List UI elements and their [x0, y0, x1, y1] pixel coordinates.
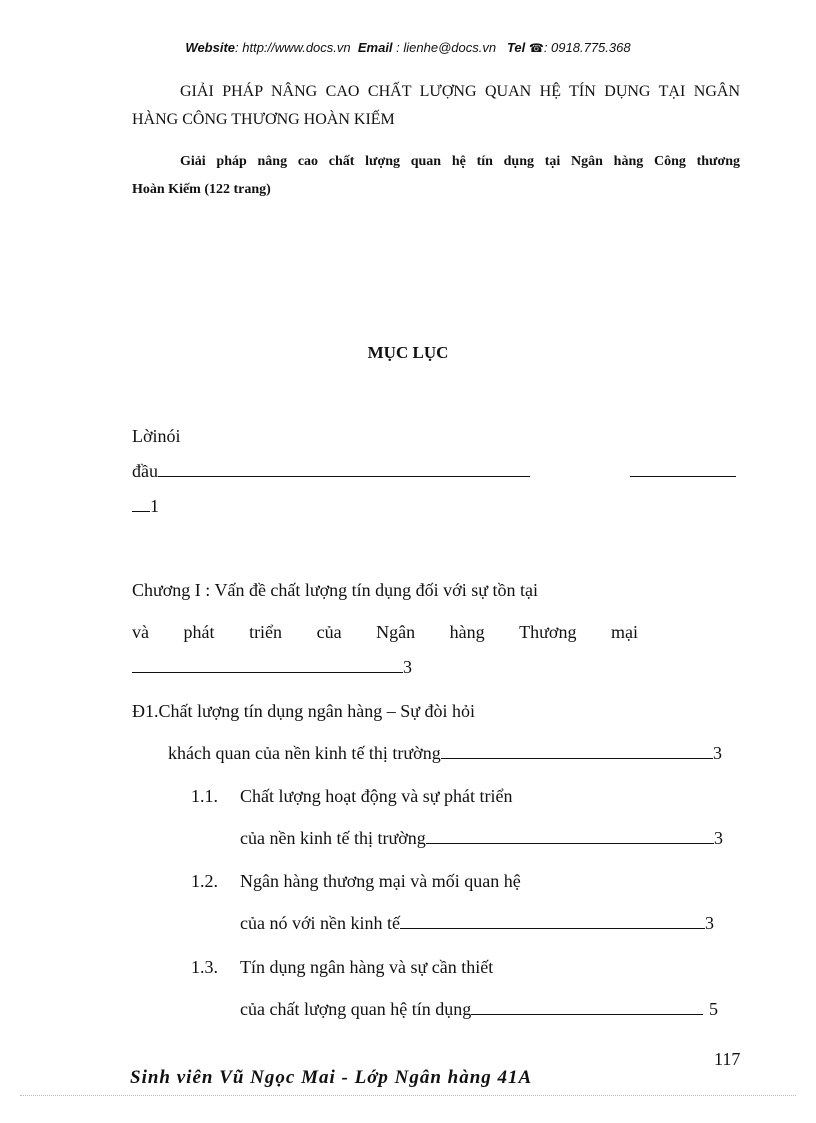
- toc-item-line2: [240, 828, 723, 849]
- toc-word: Ngân: [376, 622, 416, 642]
- footer-author-line: Sinh viên Vũ Ngọc Mai - Lớp Ngân hàng 41A: [130, 1067, 533, 1087]
- website-value: : http://www.docs.vn: [235, 40, 351, 55]
- toc-heading: MỤC LỤC: [367, 343, 449, 362]
- toc-leader: [441, 758, 713, 759]
- website-label: Website: [185, 40, 236, 55]
- toc-chapter1-page-line: [132, 657, 412, 678]
- toc-item-line1: Chất lượng hoạt động và sự phát triển: [240, 786, 513, 806]
- toc-chapter1-line1: Chương I : Vấn đề chất lượng tín dụng đối với sự tồn tại: [132, 580, 538, 600]
- toc-item-number: 1.1.: [191, 786, 218, 806]
- toc-item-page: 3: [714, 828, 723, 848]
- toc-word: mại: [610, 622, 638, 642]
- phone-icon: ☎: [528, 41, 544, 55]
- email-value: : lienhe@docs.vn: [396, 40, 497, 55]
- toc-word: triển: [249, 622, 283, 642]
- tel-value: : 0918.775.368: [543, 40, 631, 55]
- toc-item-line2: [240, 999, 718, 1020]
- subtitle-line-1: Giải pháp nâng cao chất lượng quan hệ tín dụng tại Ngân hàng Công thương: [180, 154, 740, 169]
- toc-item-page: 3: [705, 913, 714, 933]
- toc-intro-word1: Lờinói: [132, 426, 181, 446]
- toc-chapter1-line2: [132, 622, 638, 643]
- toc-leader: [471, 1014, 703, 1015]
- toc-leader: [426, 843, 714, 844]
- toc-item-page: 5: [709, 999, 718, 1019]
- toc-leader: [158, 476, 530, 477]
- toc-leader: [132, 511, 150, 512]
- toc-word: và: [132, 622, 149, 642]
- toc-leader: [400, 928, 705, 929]
- page-bottom-divider: [20, 1095, 796, 1096]
- toc-leader: [132, 672, 403, 673]
- toc-section1-page: 3: [713, 743, 722, 763]
- toc-intro-page-line: [132, 496, 159, 517]
- toc-word: phát: [183, 622, 215, 642]
- toc-chapter1-page: 3: [403, 657, 412, 677]
- toc-item-text: của nền kinh tế thị trường: [240, 828, 426, 848]
- toc-item-text: của nó với nền kinh tế: [240, 913, 400, 933]
- document-header: [0, 40, 816, 55]
- subtitle-line-2: Hoàn Kiếm (122 trang): [132, 182, 271, 197]
- toc-section1-text: khách quan của nền kinh tế thị trường: [168, 743, 441, 763]
- document-title: [132, 78, 740, 134]
- toc-word: hàng: [449, 622, 485, 642]
- toc-word: của: [316, 622, 342, 642]
- toc-item-text: của chất lượng quan hệ tín dụng: [240, 999, 472, 1019]
- title-line-2: HÀNG CÔNG THƯƠNG HOÀN KIẾM: [132, 111, 395, 128]
- title-line-1: GIẢI PHÁP NÂNG CAO CHẤT LƯỢNG QUAN HỆ TÍN DỤNG TẠI NGÂN: [180, 83, 740, 100]
- toc-section1-line2: [168, 743, 722, 764]
- tel-label: Tel: [506, 40, 526, 55]
- toc-section1-line1: Đ1.Chất lượng tín dụng ngân hàng – Sự đòi hỏi: [132, 701, 476, 721]
- toc-item-number: 1.2.: [191, 871, 218, 891]
- email-label: Email: [357, 40, 393, 55]
- page-number: 117: [714, 1049, 741, 1069]
- toc-word: Thương: [519, 622, 577, 642]
- toc-leader: [630, 476, 736, 477]
- toc-item-number: 1.3.: [191, 957, 218, 977]
- toc-intro-page: 1: [150, 496, 159, 516]
- toc-intro-line: [132, 461, 740, 482]
- toc-intro-word2: đầu: [132, 461, 158, 481]
- toc-item-line2: [240, 913, 714, 934]
- document-subtitle: [132, 148, 740, 204]
- toc-item-line1: Ngân hàng thương mại và mối quan hệ: [240, 871, 521, 891]
- toc-item-line1: Tín dụng ngân hàng và sự cần thiết: [240, 957, 494, 977]
